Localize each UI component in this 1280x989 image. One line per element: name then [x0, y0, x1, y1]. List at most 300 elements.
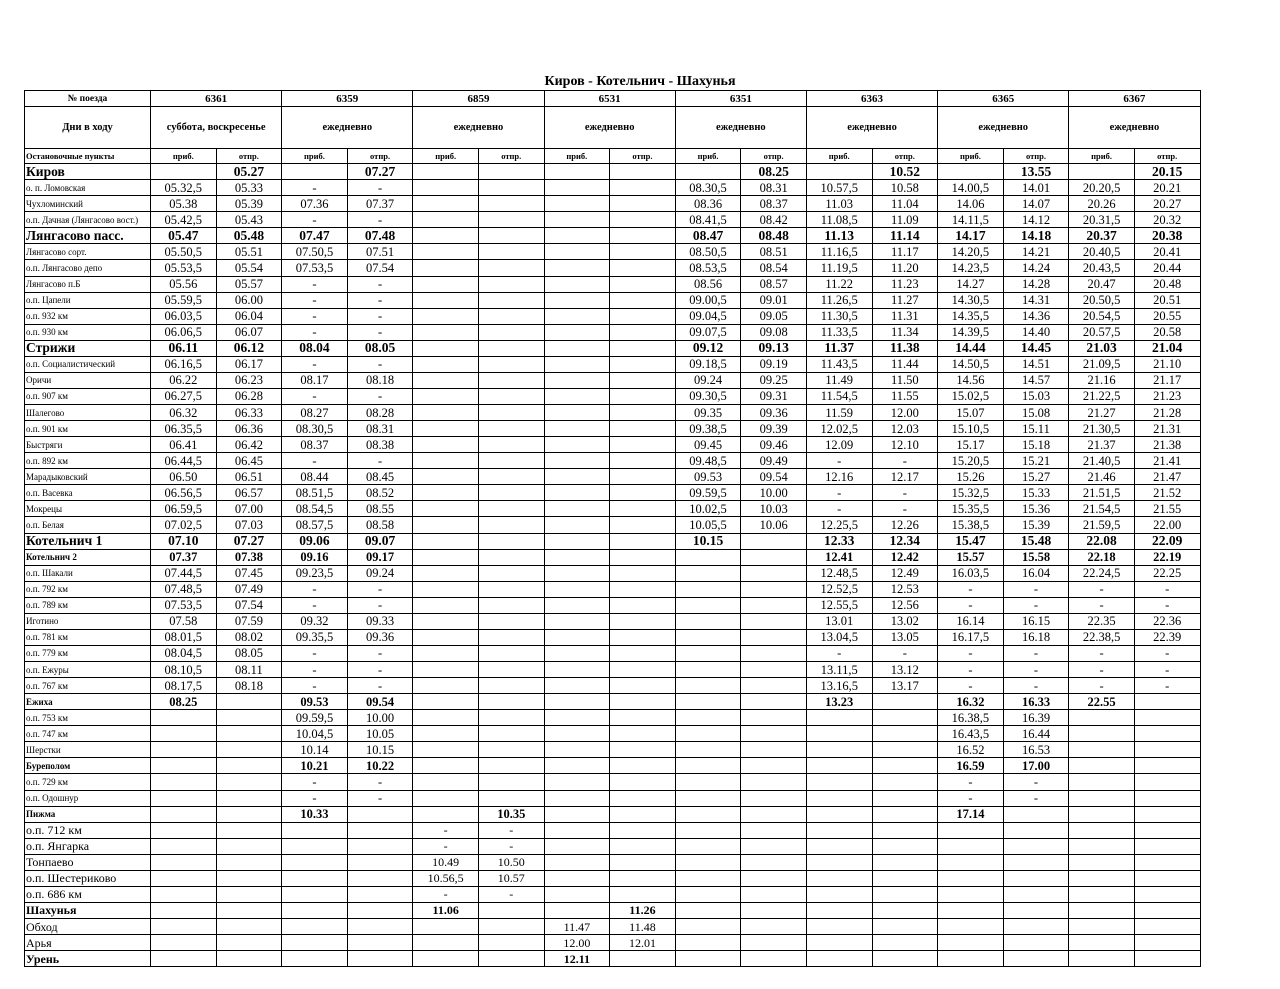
- arrival-time: -: [282, 292, 348, 308]
- arrival-time: [806, 822, 872, 838]
- arrival-time: 08.54,5: [282, 501, 348, 517]
- arrival-time: 09.06: [282, 533, 348, 549]
- arrival-time: [675, 581, 741, 597]
- arrival-time: 07.53,5: [282, 260, 348, 276]
- arrival-time: [544, 597, 610, 613]
- timetable-row: [25, 501, 1201, 517]
- departure-time: [610, 597, 676, 613]
- arrival-header: приб.: [151, 149, 217, 164]
- departure-time: 06.17: [216, 356, 282, 372]
- departure-time: [741, 854, 807, 870]
- arrival-time: 07.53,5: [151, 597, 217, 613]
- arrival-time: 15.07: [938, 405, 1004, 421]
- departure-time: [872, 758, 938, 774]
- departure-time: 07.45: [216, 565, 282, 581]
- departure-time: [610, 838, 676, 854]
- station-name: о.п. Дачная (Лянгасово вост.): [25, 212, 151, 228]
- station-name: о.п. 779 км: [25, 645, 151, 661]
- arrival-time: [413, 356, 479, 372]
- departure-time: [741, 565, 807, 581]
- departure-time: [610, 613, 676, 629]
- arrival-time: [413, 806, 479, 822]
- departure-time: [610, 340, 676, 356]
- arrival-time: [282, 951, 348, 967]
- departure-time: -: [347, 662, 413, 678]
- timetable-title: Киров - Котельнич - Шахунья: [544, 74, 736, 89]
- departure-time: [741, 581, 807, 597]
- departure-time: 09.54: [347, 694, 413, 710]
- departure-time: 12.53: [872, 581, 938, 597]
- arrival-time: [938, 951, 1004, 967]
- arrival-time: 10.57,5: [806, 180, 872, 196]
- arrival-time: [544, 790, 610, 806]
- arrival-time: [938, 886, 1004, 902]
- timetable-row: [25, 388, 1201, 404]
- departure-time: 09.49: [741, 453, 807, 469]
- station-name: Марадыковский: [25, 469, 151, 485]
- arrival-time: [544, 308, 610, 324]
- arrival-time: [544, 886, 610, 902]
- departure-time: 15.27: [1003, 469, 1069, 485]
- departure-time: -: [478, 838, 544, 854]
- departure-time: 20.44: [1134, 260, 1200, 276]
- arrival-time: 08.17: [282, 372, 348, 388]
- departure-time: [478, 421, 544, 437]
- arrival-time: [675, 806, 741, 822]
- days-value: ежедневно: [544, 107, 675, 149]
- departure-time: [1003, 886, 1069, 902]
- arrival-time: [1069, 951, 1135, 967]
- arrival-time: [544, 212, 610, 228]
- departure-time: [610, 485, 676, 501]
- arrival-time: [675, 710, 741, 726]
- departure-time: [610, 164, 676, 180]
- departure-time: [478, 790, 544, 806]
- arrival-time: -: [282, 678, 348, 694]
- arrival-time: 06.27,5: [151, 388, 217, 404]
- arrival-time: 06.35,5: [151, 421, 217, 437]
- station-name: Иготино: [25, 613, 151, 629]
- station-name: о.п. Шакали: [25, 565, 151, 581]
- days-value: суббота, воскресенье: [151, 107, 282, 149]
- departure-time: -: [347, 790, 413, 806]
- station-name: Быстряги: [25, 437, 151, 453]
- departure-time: 12.00: [872, 405, 938, 421]
- departure-time: -: [347, 581, 413, 597]
- arrival-time: 11.08,5: [806, 212, 872, 228]
- timetable-row: [25, 710, 1201, 726]
- arrival-time: 14.00,5: [938, 180, 1004, 196]
- arrival-time: [544, 485, 610, 501]
- departure-time: [872, 710, 938, 726]
- departure-time: [610, 549, 676, 565]
- station-name: Тонпаево: [25, 854, 151, 870]
- departure-time: -: [872, 453, 938, 469]
- arrival-time: [413, 517, 479, 533]
- arrival-time: 14.44: [938, 340, 1004, 356]
- arrival-time: [413, 421, 479, 437]
- station-name: о.п. Белая: [25, 517, 151, 533]
- departure-time: 12.01: [610, 935, 676, 951]
- departure-time: 10.35: [478, 806, 544, 822]
- departure-time: [478, 549, 544, 565]
- arrival-time: 08.51,5: [282, 485, 348, 501]
- departure-time: 10.03: [741, 501, 807, 517]
- arrival-time: [151, 838, 217, 854]
- arrival-time: -: [938, 774, 1004, 790]
- departure-time: [741, 726, 807, 742]
- arrival-time: 21.46: [1069, 469, 1135, 485]
- arrival-time: [806, 742, 872, 758]
- departure-time: [610, 244, 676, 260]
- arrival-time: -: [282, 581, 348, 597]
- arrival-time: [413, 678, 479, 694]
- departure-time: 21.55: [1134, 501, 1200, 517]
- departure-time: 09.31: [741, 388, 807, 404]
- timetable-row: [25, 437, 1201, 453]
- departure-time: [1134, 774, 1200, 790]
- arrival-time: 09.23,5: [282, 565, 348, 581]
- arrival-time: -: [1069, 645, 1135, 661]
- arrival-time: [675, 854, 741, 870]
- station-name: о.п. 907 км: [25, 388, 151, 404]
- station-name: Чухломинский: [25, 196, 151, 212]
- arrival-time: 21.59,5: [1069, 517, 1135, 533]
- departure-time: 08.48: [741, 228, 807, 244]
- arrival-time: [544, 533, 610, 549]
- arrival-time: [282, 822, 348, 838]
- arrival-time: 22.55: [1069, 694, 1135, 710]
- arrival-time: [1069, 742, 1135, 758]
- arrival-time: [544, 902, 610, 918]
- arrival-time: 20.31,5: [1069, 212, 1135, 228]
- arrival-time: 09.35,5: [282, 629, 348, 645]
- departure-time: 14.07: [1003, 196, 1069, 212]
- arrival-time: 21.37: [1069, 437, 1135, 453]
- timetable-row: [25, 453, 1201, 469]
- departure-time: [216, 806, 282, 822]
- departure-time: 10.15: [347, 742, 413, 758]
- departure-time: [741, 902, 807, 918]
- departure-time: 05.57: [216, 276, 282, 292]
- timetable-row: [25, 276, 1201, 292]
- arrival-time: 09.53: [675, 469, 741, 485]
- departure-time: 09.07: [347, 533, 413, 549]
- arrival-time: [413, 758, 479, 774]
- departure-time: [1134, 822, 1200, 838]
- departure-time: 10.52: [872, 164, 938, 180]
- departure-time: 13.02: [872, 613, 938, 629]
- departure-time: -: [347, 597, 413, 613]
- departure-time: 15.58: [1003, 549, 1069, 565]
- departure-time: [478, 613, 544, 629]
- arrival-time: [413, 694, 479, 710]
- departure-time: -: [478, 886, 544, 902]
- timetable-row: [25, 951, 1201, 967]
- arrival-time: 09.32: [282, 613, 348, 629]
- departure-time: [478, 742, 544, 758]
- departure-time: [741, 533, 807, 549]
- timetable-row: [25, 613, 1201, 629]
- arrival-time: 05.38: [151, 196, 217, 212]
- arrival-time: [413, 597, 479, 613]
- departure-time: [478, 662, 544, 678]
- arrival-time: [938, 164, 1004, 180]
- departure-time: 11.20: [872, 260, 938, 276]
- departure-time: 16.53: [1003, 742, 1069, 758]
- timetable-row: [25, 886, 1201, 902]
- departure-time: [610, 870, 676, 886]
- arrival-time: 08.04,5: [151, 645, 217, 661]
- arrival-time: 15.38,5: [938, 517, 1004, 533]
- arrival-time: [413, 292, 479, 308]
- departure-time: 08.58: [347, 517, 413, 533]
- departure-time: 16.15: [1003, 613, 1069, 629]
- departure-time: 08.54: [741, 260, 807, 276]
- arrival-time: 12.55,5: [806, 597, 872, 613]
- departure-time: 07.54: [347, 260, 413, 276]
- departure-time: [347, 886, 413, 902]
- station-name: о. п. Ломовская: [25, 180, 151, 196]
- timetable-row: [25, 405, 1201, 421]
- arrival-time: [675, 758, 741, 774]
- departure-time: 16.39: [1003, 710, 1069, 726]
- departure-time: [610, 421, 676, 437]
- arrival-time: [413, 372, 479, 388]
- station-name: о.п. 729 км: [25, 774, 151, 790]
- departure-time: [1134, 935, 1200, 951]
- departure-time: 08.31: [347, 421, 413, 437]
- arrival-time: -: [282, 308, 348, 324]
- departure-time: 15.08: [1003, 405, 1069, 421]
- timetable-row: [25, 806, 1201, 822]
- station-name: о.п. 781 км: [25, 629, 151, 645]
- arrival-time: 20.20,5: [1069, 180, 1135, 196]
- arrival-time: [806, 902, 872, 918]
- departure-time: [741, 597, 807, 613]
- timetable-row: [25, 758, 1201, 774]
- departure-time: [347, 935, 413, 951]
- arrival-time: [544, 501, 610, 517]
- arrival-time: -: [413, 838, 479, 854]
- departure-time: [1003, 870, 1069, 886]
- departure-time: [610, 292, 676, 308]
- timetable-row: [25, 790, 1201, 806]
- arrival-time: [544, 437, 610, 453]
- departure-time: -: [347, 308, 413, 324]
- departure-time: 22.25: [1134, 565, 1200, 581]
- departure-time: 06.36: [216, 421, 282, 437]
- timetable-row: [25, 854, 1201, 870]
- departure-time: 06.42: [216, 437, 282, 453]
- arrival-time: 07.02,5: [151, 517, 217, 533]
- arrival-time: -: [806, 645, 872, 661]
- arrival-time: 14.23,5: [938, 260, 1004, 276]
- departure-time: 09.54: [741, 469, 807, 485]
- timetable-row: [25, 244, 1201, 260]
- arrival-time: [544, 710, 610, 726]
- arrival-time: -: [806, 485, 872, 501]
- departure-time: -: [1134, 597, 1200, 613]
- arrival-time: 15.02,5: [938, 388, 1004, 404]
- arrival-time: [675, 822, 741, 838]
- days-value: ежедневно: [938, 107, 1069, 149]
- departure-time: 21.28: [1134, 405, 1200, 421]
- departure-time: [1003, 806, 1069, 822]
- arrival-time: -: [282, 774, 348, 790]
- arrival-time: 22.18: [1069, 549, 1135, 565]
- arrival-time: -: [413, 886, 479, 902]
- arrival-time: -: [1069, 597, 1135, 613]
- departure-time: [741, 710, 807, 726]
- arrival-header: приб.: [282, 149, 348, 164]
- arrival-time: [544, 581, 610, 597]
- arrival-time: 09.18,5: [675, 356, 741, 372]
- arrival-time: 05.50,5: [151, 244, 217, 260]
- arrival-time: [413, 629, 479, 645]
- arrival-time: [544, 260, 610, 276]
- departure-time: 06.12: [216, 340, 282, 356]
- arrival-time: [544, 549, 610, 565]
- departure-time: 08.52: [347, 485, 413, 501]
- timetable-row: [25, 838, 1201, 854]
- arrival-time: [413, 260, 479, 276]
- departure-time: [1003, 838, 1069, 854]
- station-name: о.п. 792 км: [25, 581, 151, 597]
- arrival-time: 16.14: [938, 613, 1004, 629]
- departure-time: [1003, 822, 1069, 838]
- arrival-time: 22.24,5: [1069, 565, 1135, 581]
- departure-time: [216, 742, 282, 758]
- departure-time: -: [1134, 645, 1200, 661]
- departure-time: 05.43: [216, 212, 282, 228]
- departure-time: 12.49: [872, 565, 938, 581]
- arrival-time: [413, 453, 479, 469]
- departure-time: [216, 870, 282, 886]
- departure-time: [610, 276, 676, 292]
- arrival-time: 06.16,5: [151, 356, 217, 372]
- arrival-time: [151, 758, 217, 774]
- arrival-time: [282, 919, 348, 935]
- arrival-time: [544, 228, 610, 244]
- timetable-row: [25, 902, 1201, 918]
- arrival-time: 11.59: [806, 405, 872, 421]
- arrival-time: [544, 517, 610, 533]
- departure-time: 15.48: [1003, 533, 1069, 549]
- arrival-time: [675, 726, 741, 742]
- departure-time: 07.03: [216, 517, 282, 533]
- departure-time: 20.32: [1134, 212, 1200, 228]
- arrival-time: 08.17,5: [151, 678, 217, 694]
- departure-time: [741, 951, 807, 967]
- departure-time: [478, 902, 544, 918]
- arrival-time: 13.11,5: [806, 662, 872, 678]
- arrival-time: [544, 629, 610, 645]
- arrival-time: [1069, 919, 1135, 935]
- arrival-time: [544, 806, 610, 822]
- arrival-time: 11.43,5: [806, 356, 872, 372]
- arrival-time: 09.30,5: [675, 388, 741, 404]
- arrival-time: [544, 854, 610, 870]
- departure-time: 14.12: [1003, 212, 1069, 228]
- departure-time: -: [1003, 678, 1069, 694]
- departure-time: 21.23: [1134, 388, 1200, 404]
- departure-time: 08.51: [741, 244, 807, 260]
- arrival-time: 08.44: [282, 469, 348, 485]
- arrival-time: 16.43,5: [938, 726, 1004, 742]
- arrival-time: 08.36: [675, 196, 741, 212]
- arrival-time: [544, 244, 610, 260]
- arrival-time: [413, 164, 479, 180]
- arrival-time: [544, 662, 610, 678]
- departure-time: 20.15: [1134, 164, 1200, 180]
- departure-time: 07.00: [216, 501, 282, 517]
- departure-time: [478, 372, 544, 388]
- departure-time: [741, 935, 807, 951]
- arrival-time: [151, 951, 217, 967]
- arrival-time: [151, 774, 217, 790]
- departure-time: [741, 742, 807, 758]
- timetable-row: [25, 196, 1201, 212]
- station-name: о.п. 930 км: [25, 324, 151, 340]
- departure-time: [872, 742, 938, 758]
- departure-time: 14.57: [1003, 372, 1069, 388]
- arrival-time: 13.23: [806, 694, 872, 710]
- station-name: о.п. 901 км: [25, 421, 151, 437]
- departure-time: [741, 838, 807, 854]
- departure-time: [478, 919, 544, 935]
- departure-time: -: [1134, 662, 1200, 678]
- arrival-time: 05.53,5: [151, 260, 217, 276]
- departure-time: [478, 308, 544, 324]
- arrival-time: 12.48,5: [806, 565, 872, 581]
- departure-time: 14.51: [1003, 356, 1069, 372]
- arrival-time: 08.30,5: [282, 421, 348, 437]
- arrival-time: 12.41: [806, 549, 872, 565]
- arrival-time: 16.59: [938, 758, 1004, 774]
- departure-time: [741, 613, 807, 629]
- departure-time: 06.33: [216, 405, 282, 421]
- departure-time: 21.10: [1134, 356, 1200, 372]
- arrival-time: [413, 565, 479, 581]
- departure-time: [741, 919, 807, 935]
- arrival-time: 09.00,5: [675, 292, 741, 308]
- days-value: ежедневно: [282, 107, 413, 149]
- arrival-time: -: [282, 388, 348, 404]
- arrival-time: 11.26,5: [806, 292, 872, 308]
- arrival-time: 09.48,5: [675, 453, 741, 469]
- timetable-row: [25, 324, 1201, 340]
- arrival-time: [413, 645, 479, 661]
- departure-time: [1134, 870, 1200, 886]
- departure-time: 21.04: [1134, 340, 1200, 356]
- arrival-time: -: [282, 790, 348, 806]
- train-number: 6359: [282, 91, 413, 107]
- timetable-row: [25, 597, 1201, 613]
- arrival-time: [675, 549, 741, 565]
- arrival-time: [675, 645, 741, 661]
- departure-time: [216, 758, 282, 774]
- arrival-time: [413, 501, 479, 517]
- arrival-time: [938, 902, 1004, 918]
- arrival-time: 15.10,5: [938, 421, 1004, 437]
- departure-time: [610, 806, 676, 822]
- departure-time: [610, 212, 676, 228]
- departure-time: 05.39: [216, 196, 282, 212]
- departure-time: 07.27: [216, 533, 282, 549]
- departure-time: [610, 388, 676, 404]
- timetable-row: [25, 356, 1201, 372]
